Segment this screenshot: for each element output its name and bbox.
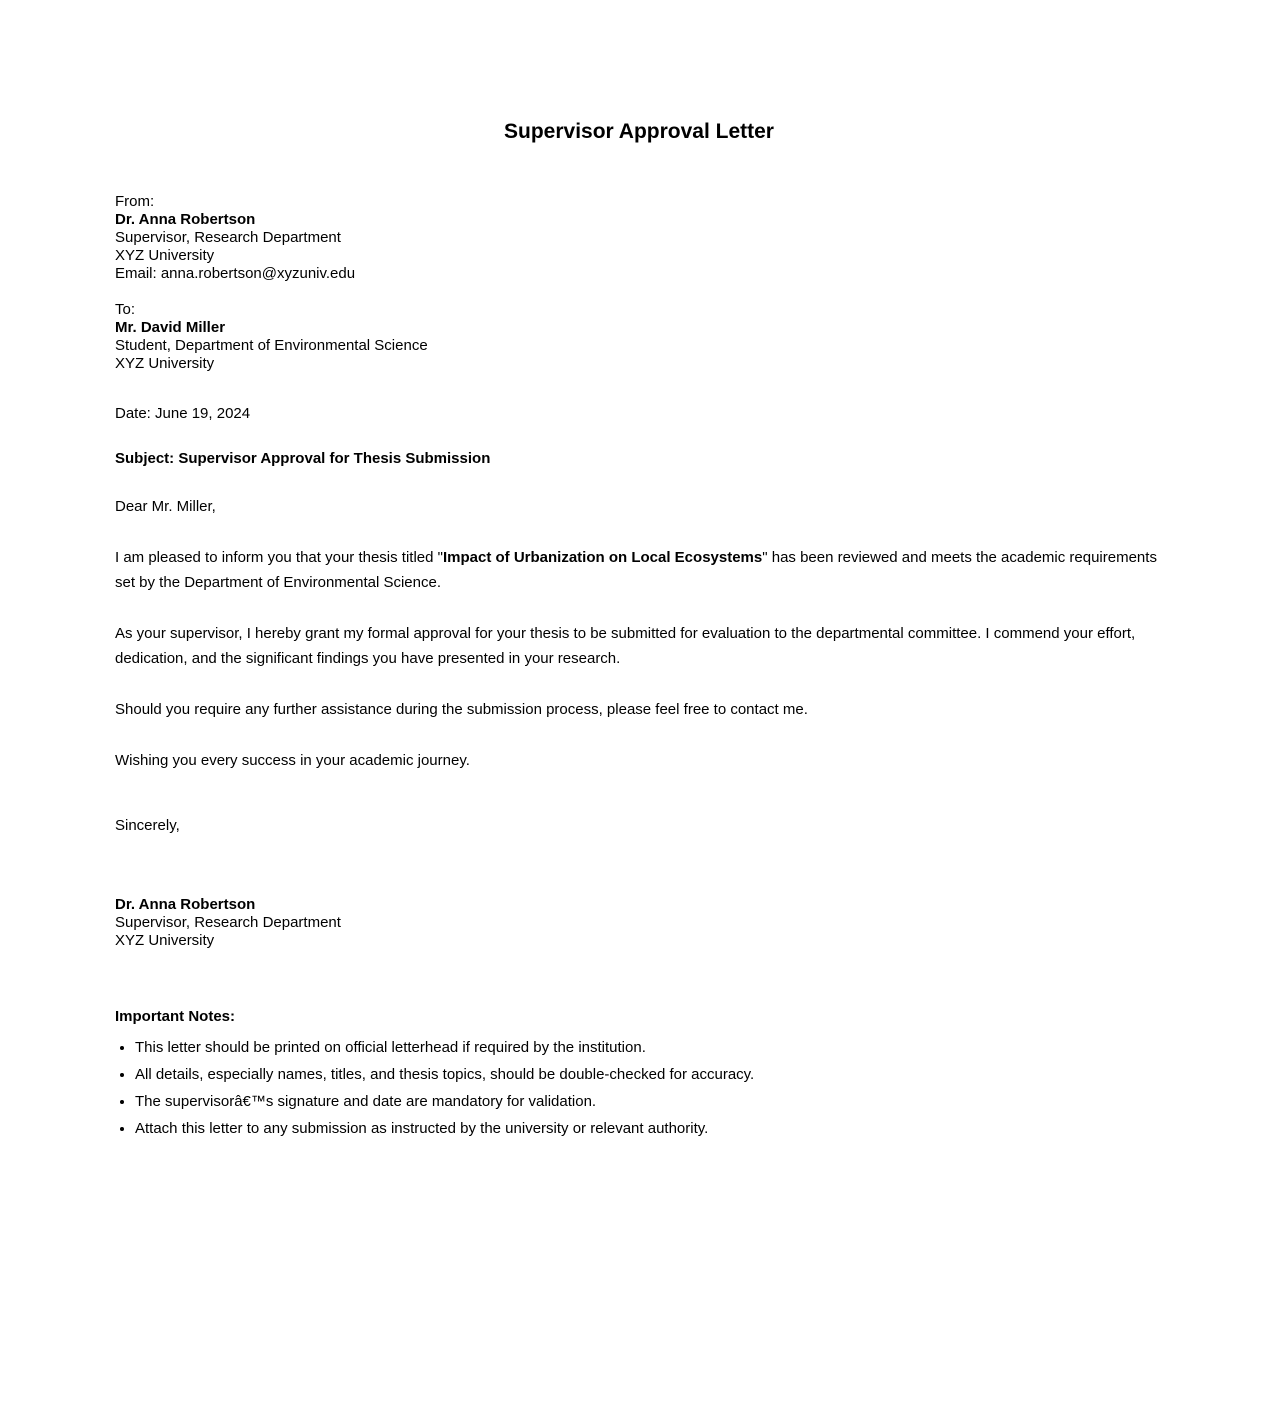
notes-heading: Important Notes: (115, 1008, 235, 1025)
paragraph-assistance: Should you require any further assistance during the submission process, please feel free to contact me. (115, 701, 808, 718)
paragraph-approval: As your supervisor, I hereby grant my formal approval for your thesis to be submitted for evaluation to the departmental committee. I commend your effort, dedication, and the significant findings you have presented in your research. (115, 625, 1136, 667)
notes-item: • Attach this letter to any submission as instructed by the university or relevant authority. (135, 1120, 1163, 1138)
subject-line: Subject: Supervisor Approval for Thesis Submission (115, 450, 491, 467)
to-name: Mr. David Miller (115, 319, 226, 336)
salutation: Dear Mr. Miller, (115, 498, 216, 515)
to-role: Student, Department of Environmental Science (115, 337, 428, 354)
document-title: Supervisor Approval Letter (504, 120, 774, 143)
to-block (115, 301, 1163, 373)
from-label: From: (115, 193, 155, 210)
from-role: Supervisor, Research Department (115, 229, 341, 246)
notes-item: • This letter should be printed on official letterhead if required by the institution. (135, 1039, 1163, 1057)
date-line: Date: June 19, 2024 (115, 405, 251, 422)
signature-institution: XYZ University (115, 932, 215, 949)
signature-name: Dr. Anna Robertson (115, 896, 256, 913)
to-label: To: (115, 301, 136, 318)
notes-item: • The supervisorâ€™s signature and date are mandatory for validation. (135, 1093, 1163, 1111)
from-block (115, 193, 1163, 283)
paragraph-thesis-review-before: I am pleased to inform you that your thesis titled " (115, 549, 443, 566)
signature-role: Supervisor, Research Department (115, 914, 341, 931)
to-institution: XYZ University (115, 355, 215, 372)
from-name: Dr. Anna Robertson (115, 211, 256, 228)
paragraph-wishes: Wishing you every success in your academic journey. (115, 752, 470, 769)
from-institution: XYZ University (115, 247, 215, 264)
letter-document (0, 120, 1278, 1420)
thesis-title: Impact of Urbanization on Local Ecosystems (443, 549, 763, 566)
notes-list (115, 1039, 1163, 1138)
closing: Sincerely, (115, 817, 180, 834)
paragraph-thesis-review-after: " has been reviewed and meets the academic requirements set by the Department of Environmental Science. (115, 549, 1157, 591)
from-email: Email: anna.robertson@xyzuniv.edu (115, 265, 356, 282)
signature-block (115, 896, 1163, 950)
paragraph-thesis-review (115, 545, 1163, 595)
notes-item: • All details, especially names, titles, and thesis topics, should be double-checked for accuracy. (135, 1066, 1163, 1084)
